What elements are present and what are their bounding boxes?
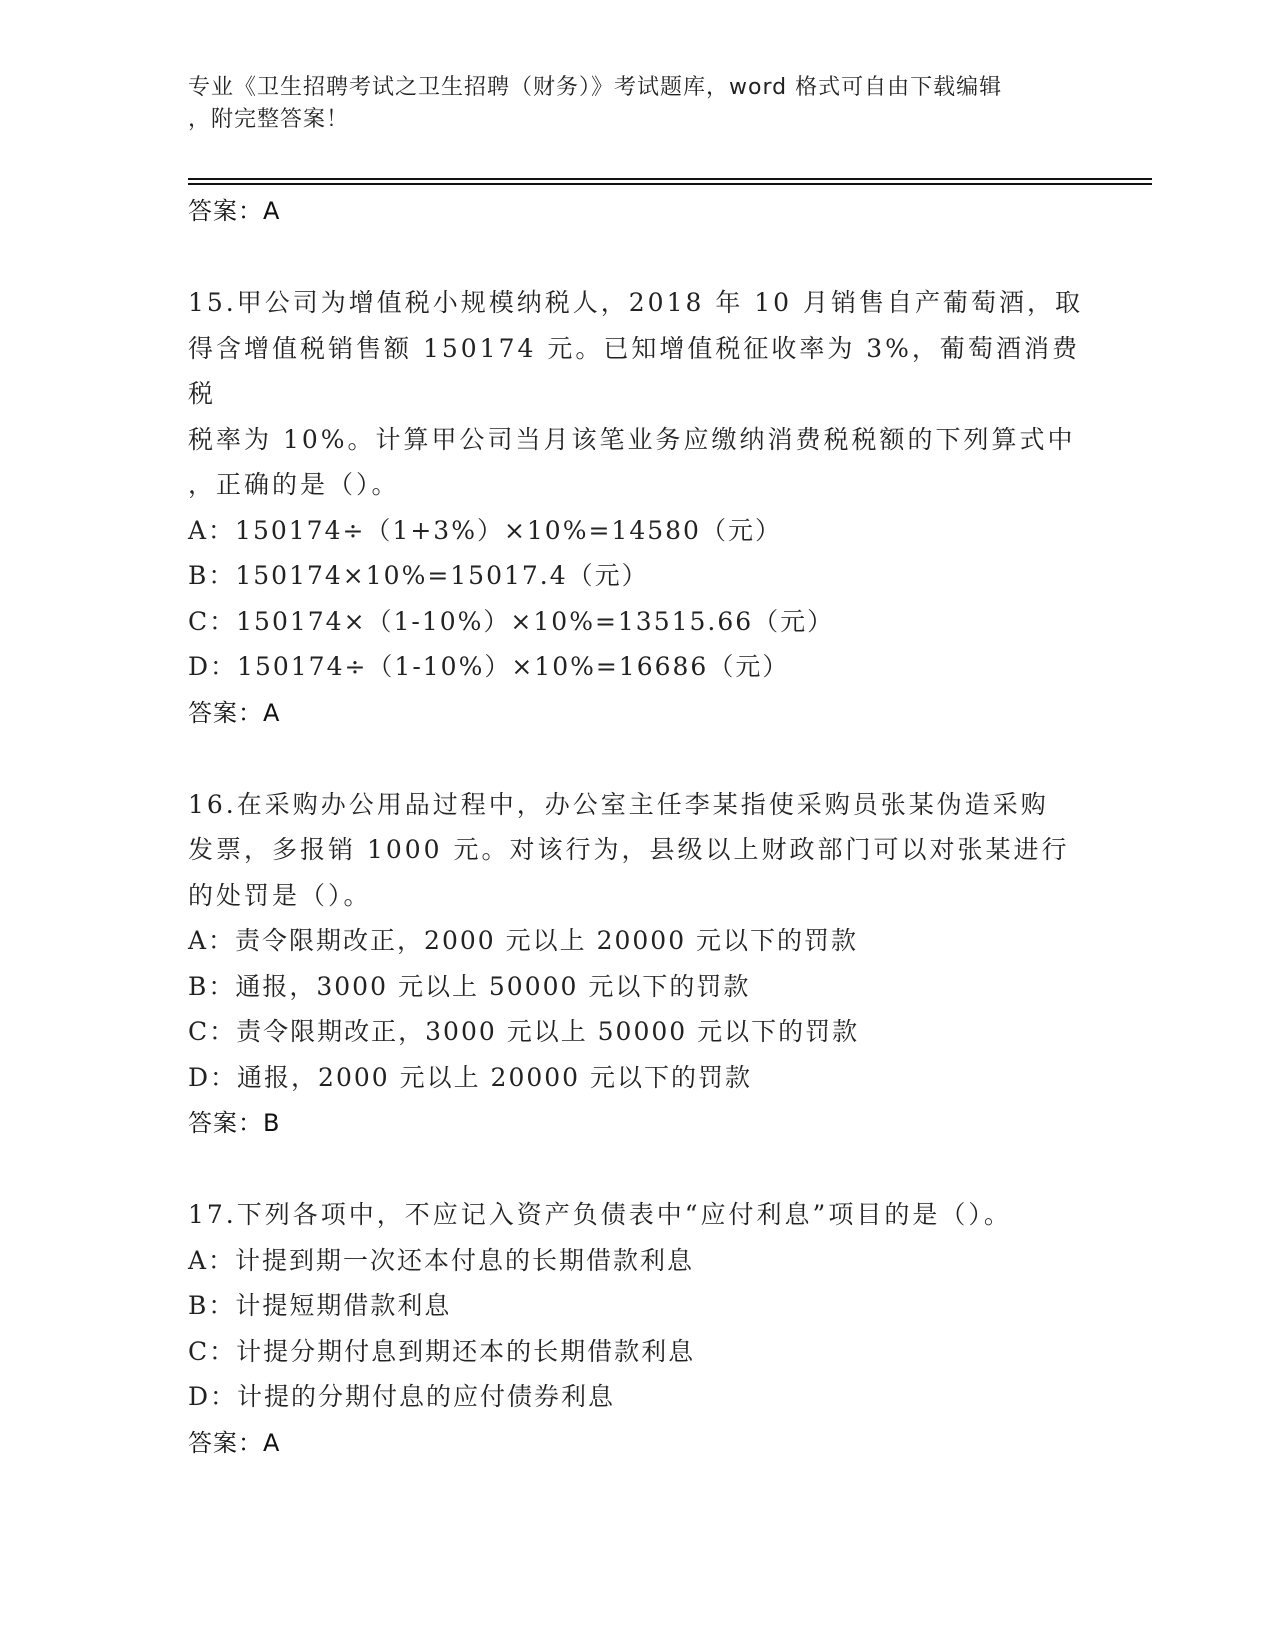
option-b: B：150174×10%=15017.4（元） (188, 561, 649, 590)
option-c: C：责令限期改正，3000 元以上 50000 元以下的罚款 (188, 1017, 860, 1046)
stem-line: 16.在采购办公用品过程中，办公室主任李某指使采购员张某伪造采购 (188, 789, 1049, 819)
stem-line: ，正确的是（）。 (188, 470, 400, 499)
answer-label: 答案：B (188, 1109, 281, 1137)
option-b: B：通报，3000 元以上 50000 元以下的罚款 (188, 971, 751, 1001)
answer-label: 答案：A (188, 197, 281, 225)
spacer (188, 1146, 1088, 1192)
option-b: B：计提短期借款利息 (188, 1291, 452, 1320)
option-d: D：计提的分期付息的应付债券利息 (188, 1382, 616, 1411)
option-c: C：计提分期付息到期还本的长期借款利息 (188, 1336, 696, 1366)
question-17 (188, 1192, 1088, 1466)
page-header (188, 72, 1088, 136)
header-divider-top (188, 178, 1152, 180)
stem-line: 得含增值税销售额 150174 元。已知增值税征收率为 3%，葡萄酒消费税 (188, 333, 1080, 408)
question-16 (188, 782, 1088, 1147)
spacer (188, 234, 1088, 280)
stem-line: 17.下列各项中，不应记入资产负债表中“应付利息”项目的是（）。 (188, 1200, 1012, 1229)
option-a: A：计提到期一次还本付息的长期借款利息 (188, 1245, 695, 1275)
header-divider-bottom (188, 183, 1152, 185)
stem-line: 15.甲公司为增值税小规模纳税人，2018 年 10 月销售自产葡萄酒，取 (188, 288, 1084, 317)
option-a: A：责令限期改正，2000 元以上 20000 元以下的罚款 (188, 926, 859, 955)
option-d: D：通报，2000 元以上 20000 元以下的罚款 (188, 1062, 753, 1092)
option-a: A：150174÷（1+3%）×10%=14580（元） (188, 515, 782, 545)
question-stem (188, 280, 1088, 508)
stem-line: 发票，多报销 1000 元。对该行为，县级以上财政部门可以对张某进行 (188, 835, 1070, 864)
option-d: D：150174÷（1-10%）×10%=16686（元） (188, 652, 790, 681)
answer-label: 答案：A (188, 698, 281, 727)
header-line-1: 专业《卫生招聘考试之卫生招聘（财务）》考试题库，word 格式可自由下载编辑 (188, 75, 1003, 100)
answer-label: 答案：A (188, 1428, 281, 1457)
stem-line: 税率为 10%。计算甲公司当月该笔业务应缴纳消费税税额的下列算式中 (188, 424, 1076, 454)
option-c: C：150174×（1-10%）×10%=13515.66（元） (188, 606, 835, 636)
question-15 (188, 280, 1088, 736)
question-stem (188, 782, 1088, 919)
question-list (188, 188, 1088, 1466)
question-stem (188, 1192, 1088, 1238)
spacer (188, 736, 1088, 782)
header-line-2: ，附完整答案！ (188, 107, 350, 132)
stem-line: 的处罚是（）。 (188, 880, 372, 910)
